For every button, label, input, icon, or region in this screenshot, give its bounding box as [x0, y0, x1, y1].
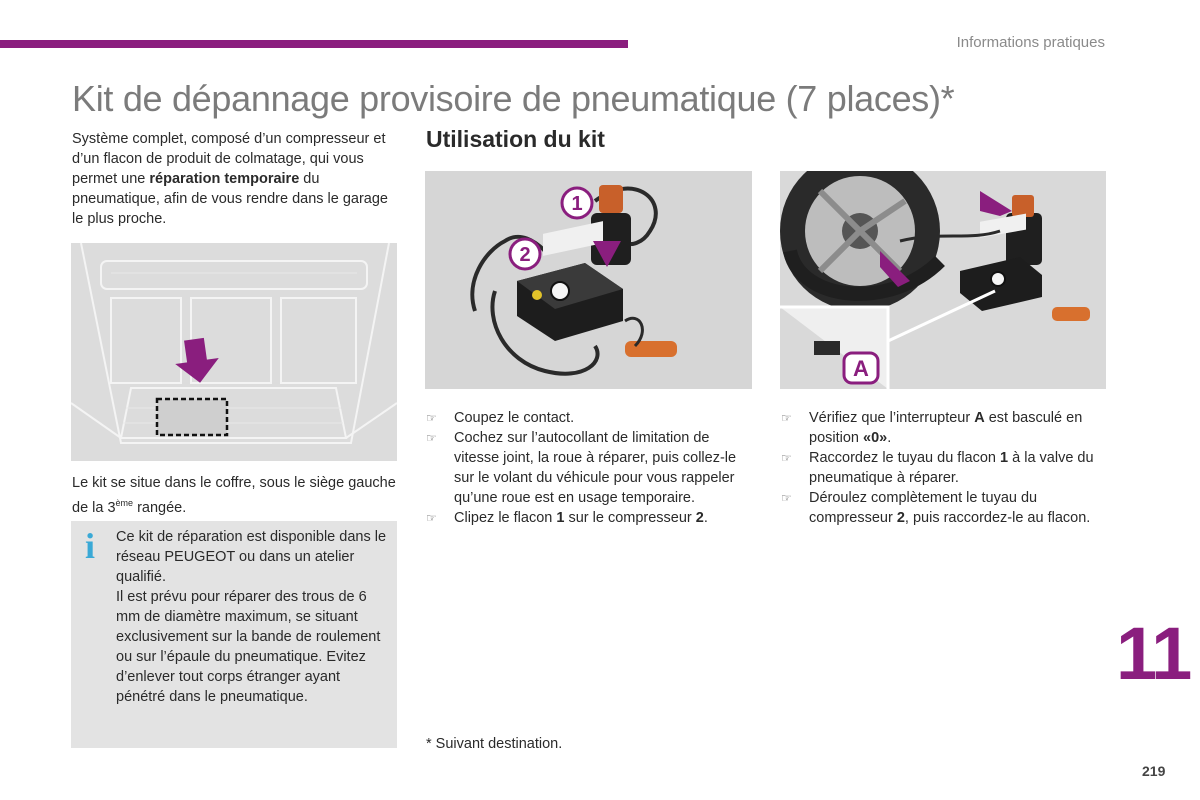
- pointing-hand-icon: ☞: [781, 491, 792, 505]
- wheel-photo: [780, 171, 1106, 389]
- step-item: [426, 408, 746, 428]
- step-text: Vérifiez que l’interrupteur: [809, 410, 975, 426]
- pointing-hand-icon: ☞: [426, 411, 437, 425]
- step-item: [781, 488, 1111, 528]
- intro-text-start: Système complet, composé d’un compresseur et d’un flacon de produit de colmatage, qui vous permet une: [72, 131, 386, 187]
- step-text: .: [887, 430, 892, 446]
- step-text: 1: [1000, 450, 1009, 466]
- step-text: est basculé en position: [809, 410, 1083, 446]
- step-text: A: [974, 410, 985, 426]
- wheel-label-a: A: [853, 356, 869, 381]
- step-item: [426, 428, 746, 508]
- step-text: .: [703, 510, 708, 526]
- intro-text-bold: réparation temporaire: [149, 171, 300, 187]
- pointing-hand-icon: ☞: [426, 511, 437, 525]
- usage-heading: Utilisation du kit: [426, 126, 605, 152]
- step-text: Coupez le contact.: [454, 410, 575, 426]
- pointing-hand-icon: ☞: [781, 411, 792, 425]
- step-text: Déroulez complètement le tuyau du compresseur: [809, 490, 1038, 526]
- footnote: * Suivant destination.: [426, 736, 563, 752]
- step-item: [781, 408, 1111, 448]
- info-line: Ce kit de réparation est disponible dans le réseau PEUGEOT ou dans un atelier qualifié.: [116, 529, 387, 585]
- trunk-caption-end: rangée.: [133, 499, 187, 516]
- trunk-photo: [71, 243, 397, 461]
- trunk-caption: [72, 473, 402, 518]
- pointing-hand-icon: ☞: [781, 451, 792, 465]
- step-text: Clipez le flacon: [454, 510, 557, 526]
- steps-list-left: [426, 408, 746, 528]
- steps-list-right: [781, 408, 1111, 528]
- step-text: Cochez sur l’autocollant de limitation de vitesse joint, la roue à réparer, puis collez-le sur le volant du véhicule pour vous rappeler qu’une roue est en usage temporaire.: [454, 430, 737, 506]
- header-accent-bar: [0, 40, 628, 48]
- trunk-caption-superscript: ème: [115, 498, 134, 508]
- info-box: [71, 521, 397, 748]
- step-text: , puis raccordez-le au flacon.: [904, 510, 1091, 526]
- step-text: Raccordez le tuyau du flacon: [809, 450, 1001, 466]
- info-icon: i: [85, 526, 96, 566]
- step-text: 1: [556, 510, 565, 526]
- section-label: Informations pratiques: [956, 34, 1105, 51]
- kit-label-2: 2: [519, 244, 531, 266]
- step-item: [426, 508, 746, 528]
- step-text: sur le compresseur: [564, 510, 696, 526]
- pointing-hand-icon: ☞: [426, 431, 437, 445]
- info-text: [116, 527, 391, 707]
- step-item: [781, 448, 1111, 488]
- page-title: Kit de dépannage provisoire de pneumatique (7 places)*: [72, 78, 955, 119]
- trunk-caption-start: Le kit se situe dans le coffre, sous le siège gauche de la 3: [72, 475, 396, 516]
- kit-label-1: 1: [571, 193, 583, 215]
- step-text: 2: [695, 510, 704, 526]
- step-text: 2: [896, 510, 905, 526]
- chapter-number: 11: [1116, 612, 1191, 695]
- intro-text-end: du pneumatique, afin de vous rendre dans le garage le plus proche.: [72, 171, 388, 227]
- step-text: à la valve du pneumatique à réparer.: [809, 450, 1094, 486]
- intro-paragraph: [72, 129, 402, 229]
- info-line: Il est prévu pour réparer des trous de 6 mm de diamètre maximum, se situant exclusivement sur la bande de roulement ou sur l’épaule du pneumatique. Evitez d’enlever tout corps étranger ayant pénétré dans le pneumatique.: [116, 589, 381, 705]
- page-number: 219: [1142, 763, 1166, 779]
- step-text: «0»: [863, 430, 888, 446]
- kit-photo: [425, 171, 752, 389]
